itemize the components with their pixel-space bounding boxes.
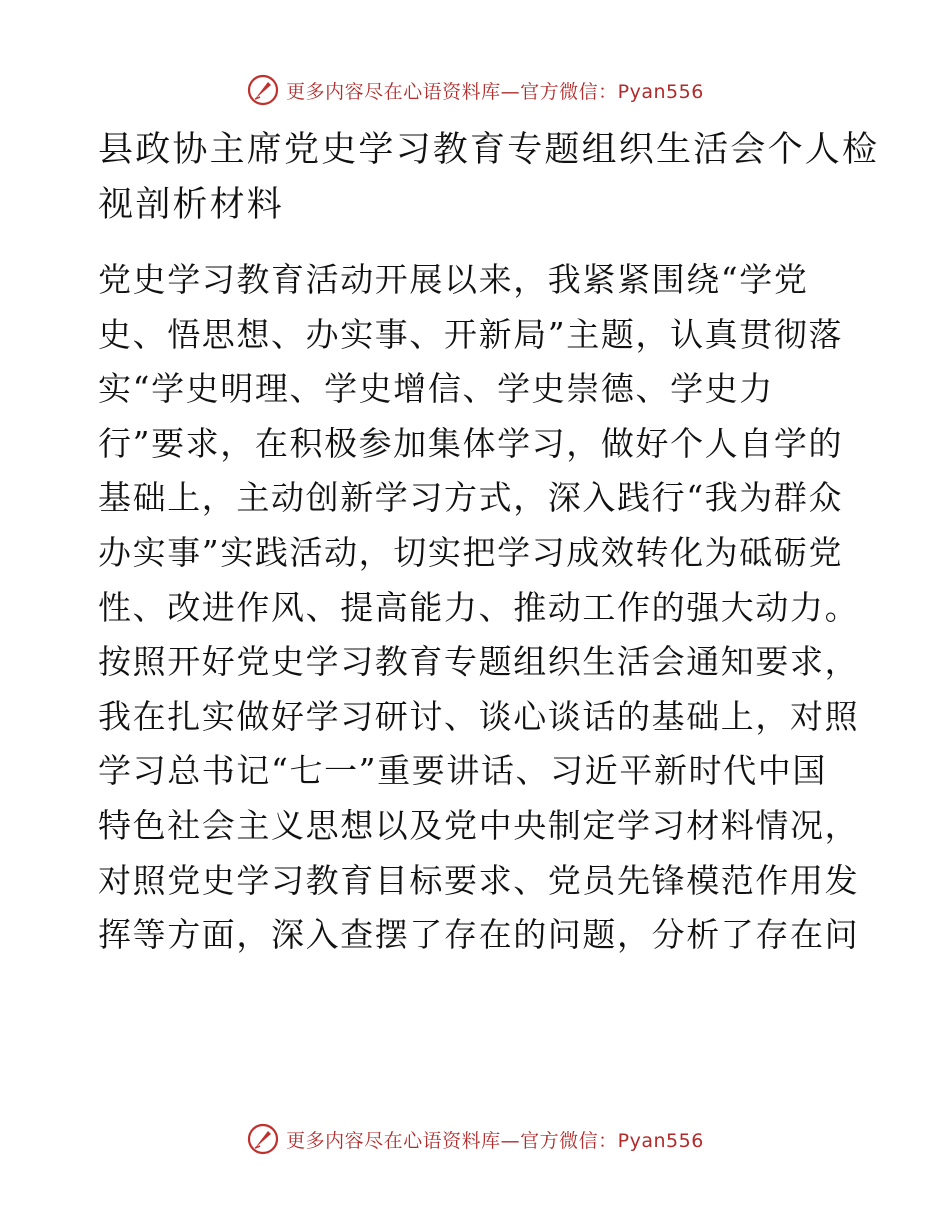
body-line: 行”要求，在积极参加集体学习，做好个人自学的 [98,423,844,463]
banner-text: 更多内容尽在心语资料库—官方微信：Pyan556 [286,80,704,103]
footer-banner [0,1119,950,1159]
header-banner [0,70,950,110]
body-line: 学习总书记“七一”重要讲话、习近平新时代中国 [98,751,827,791]
body-line: 我在扎实做好学习研讨、谈心谈话的基础上，对照 [98,696,860,736]
body-paragraph [98,253,868,963]
body-line: 按照开好党史学习教育专题组织生活会通知要求， [98,642,860,682]
body-line: 史、悟思想、办实事、开新局”主题，认真贯彻落 [98,314,844,354]
body-line: 党史学习教育活动开展以来，我紧紧围绕“学党 [98,260,809,299]
body-line: 实“学史明理、学史增信、学史崇德、学史力 [98,369,774,409]
body-line: 特色社会主义思想以及党中央制定学习材料情况， [98,805,860,845]
banner-text: 更多内容尽在心语资料库—官方微信：Pyan556 [286,1129,704,1152]
quill-pen-logo-icon [246,73,280,107]
body-line: 性、改进作风、提高能力、推动工作的强大动力。 [98,587,860,627]
document-title [98,123,880,233]
body-line: 对照党史学习教育目标要求、党员先锋模范作用发 [98,860,860,900]
title-line: 县政协主席党史学习教育专题组织生活会个人检 [98,130,880,170]
title-line: 视剖析材料 [98,185,285,225]
quill-pen-logo-icon [246,1122,280,1156]
body-line: 基础上，主动创新学习方式，深入践行“我为群众 [98,478,844,518]
body-line: 挥等方面，深入查摆了存在的问题，分析了存在问 [98,915,860,955]
body-line: 办实事”实践活动，切实把学习成效转化为砥砺党 [98,532,844,572]
